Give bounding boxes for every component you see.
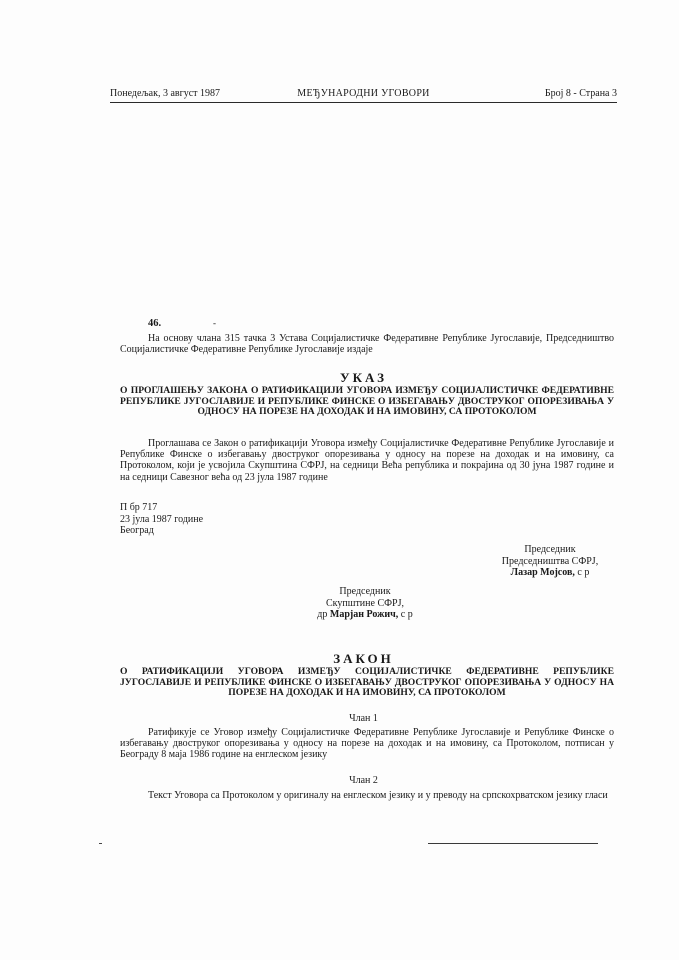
header-issue-page: Број 8 - Страна 3 bbox=[544, 88, 617, 99]
reference-number: П бр 717 bbox=[120, 502, 158, 513]
ukaz-body: Проглашава се Закон о ратификацији Уговора између Социјалистичке Федеративне Републике Југославије и Републике Финске о избегавању двоструког опорезивања у односу на порезе на доходак и на имовину, са Протоколом, који је усвојила Скупштина СФРЈ, на седници Већа република и покрајина од 30 јуна 1987 године и на седници Савезног већа од 23 јула 1987 године bbox=[120, 438, 614, 483]
signature-line bbox=[280, 609, 450, 621]
signature-body: Председништва СФРЈ, bbox=[501, 555, 599, 567]
ukaz-reference bbox=[120, 502, 203, 537]
ukaz-subtitle: О ПРОГЛАШЕЊУ ЗАКОНА О РАТИФИКАЦИЈИ УГОВОРА ИЗМЕЂУ СОЦИЈАЛИСТИЧКЕ ФЕДЕРАТИВНЕ РЕПУБЛИКЕ ЈУГОСЛАВИЈЕ И РЕПУБЛИКЕ ФИНСКЕ О ИЗБЕГАВАЊУ ДВОСТРУКОГ ОПОРЕЗИВАЊА У ОДНОСУ НА ПОРЕЗЕ НА ДОХОДАК И НА ИМОВИНУ, СА ПРОТОКОЛОМ bbox=[120, 385, 614, 418]
article-1-heading: Члан 1 bbox=[349, 713, 378, 724]
intro-paragraph: На основу члана 315 тачка 3 Устава Социјалистичке Федеративне Републике Југославије, Председништво Социјалистичке Федеративне Републике Југославије издаје bbox=[120, 333, 614, 356]
stray-mark: - bbox=[213, 318, 216, 328]
article-2-heading: Члан 2 bbox=[349, 775, 378, 786]
signature-suffix: с р bbox=[398, 609, 413, 620]
header-publication: МЕЂУНАРОДНИ УГОВОРИ bbox=[297, 88, 430, 99]
signature-line bbox=[470, 567, 630, 579]
signature-prefix: др bbox=[317, 609, 330, 620]
signatory-name: Лазар Мојсов, bbox=[510, 567, 575, 578]
article-2-text: Текст Уговора са Протоколом у оригиналу на енглеском језику и у преводу на српскохрватском језику гласи bbox=[148, 790, 608, 801]
signature-assembly bbox=[280, 586, 450, 621]
footer-mark bbox=[99, 843, 102, 844]
reference-date: 23 јула 1987 године bbox=[120, 513, 204, 525]
signature-suffix: с р bbox=[574, 567, 590, 578]
signatory-name: Марјан Рожич, bbox=[329, 609, 399, 620]
article-1-text: Ратификује се Уговор између Социјалистичке Федеративне Републике Југославије и Републике Финске о избегавању двоструког опорезивања у односу на порезе на доходак и на имовину, са Протоколом, потписан у Београду 8 маја 1986 године на енглеском језику bbox=[120, 727, 614, 761]
signature-title: Председник bbox=[339, 586, 391, 597]
signature-presidency bbox=[470, 544, 630, 579]
signature-body: Скупштине СФРЈ, bbox=[326, 597, 404, 609]
footer-rule bbox=[428, 843, 598, 844]
zakon-subtitle: О РАТИФИКАЦИЈИ УГОВОРА ИЗМЕЂУ СОЦИЈАЛИСТИЧКЕ ФЕДЕРАТИВНЕ РЕПУБЛИКЕ ЈУГОСЛАВИЈЕ И РЕПУБЛИКЕ ФИНСКЕ О ИЗБЕГАВАЊУ ДВОСТРУКОГ ОПОРЕЗИВАЊА У ОДНОСУ НА ПОРЕЗЕ НА ДОХОДАК И НА ИМОВИНУ, СА ПРОТОКОЛОМ bbox=[120, 666, 614, 699]
signature-title: Председник bbox=[524, 544, 576, 555]
page-header bbox=[110, 88, 617, 103]
ukaz-title: УКАЗ bbox=[340, 370, 387, 385]
zakon-title: ЗАКОН bbox=[333, 651, 394, 666]
reference-place: Београд bbox=[120, 525, 154, 536]
header-date: Понедељак, 3 август 1987 bbox=[110, 88, 221, 99]
entry-number: 46. bbox=[148, 318, 162, 329]
